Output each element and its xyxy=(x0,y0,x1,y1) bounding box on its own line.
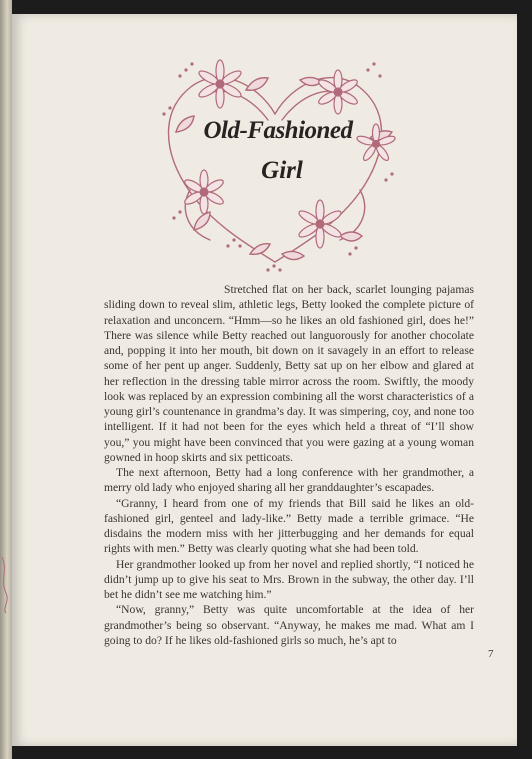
paragraph: “Granny, I heard from one of my friends that Bill said he likes an old-fashioned girl, genteel and lady-like.” Betty made a terrible grimace. “He disdains the modern miss with her jitterbugging and her demands for equal rights with men.” Betty was clearly quoting what she had been told. xyxy=(104,496,474,556)
book-page xyxy=(12,14,517,746)
paragraph-text: Stretched flat on her back, scarlet lounging pajamas sliding down to reveal slim, athletic legs, Betty looked the complete picture of relaxation and unconcern. “Hmm—so he likes an old fashioned girl, does he!” There was silence while Betty reached out languorously for another chocolate and, popping it into her mouth, bit down on it savagely in an effort to release some of her pent up anger. Suddenly, Betty sat up on her elbow and glared at her reflection in the dressing table mirror across the room. Swiftly, the moody look was replaced by an expression combining all the worst characteristics of a young girl’s countenance in grandma’s day. It was simpering, coy, and none too intelligent. If it had not been for the eyes which held a threat of “I’ll show you,” you might have been convinced that you were gazing at a young woman gowned in hoop skirts and six petticoats. xyxy=(104,283,474,464)
paragraph xyxy=(104,282,474,465)
page-number: 7 xyxy=(488,648,494,660)
paragraph: Her grandmother looked up from her novel and replied shortly, “I noticed he didn’t jump up to give his seat to Mrs. Brown in the subway, the other day. I’ll bet he didn’t see me watching him.” xyxy=(104,557,474,601)
paragraph: “Now, granny,” Betty was quite uncomfortable at the idea of her grandmother’s being so observant. “Anyway, he makes me mad. What am I going to do? If he likes old-fashioned girls so much, he’s apt to xyxy=(104,603,474,647)
book-spine xyxy=(0,0,12,759)
story-title xyxy=(150,40,400,274)
story-title-line-1: Old-Fashioned xyxy=(203,117,353,144)
paragraph: The next afternoon, Betty had a long conference with her grandmother, a merry old lady who enjoyed sharing all her granddaughter’s escapades. xyxy=(104,466,474,495)
floral-heart-wreath-icon xyxy=(150,40,400,274)
story-text xyxy=(104,282,474,648)
story-title-line-2: Girl xyxy=(261,157,303,184)
page-edge-ornament-icon xyxy=(0,555,10,615)
